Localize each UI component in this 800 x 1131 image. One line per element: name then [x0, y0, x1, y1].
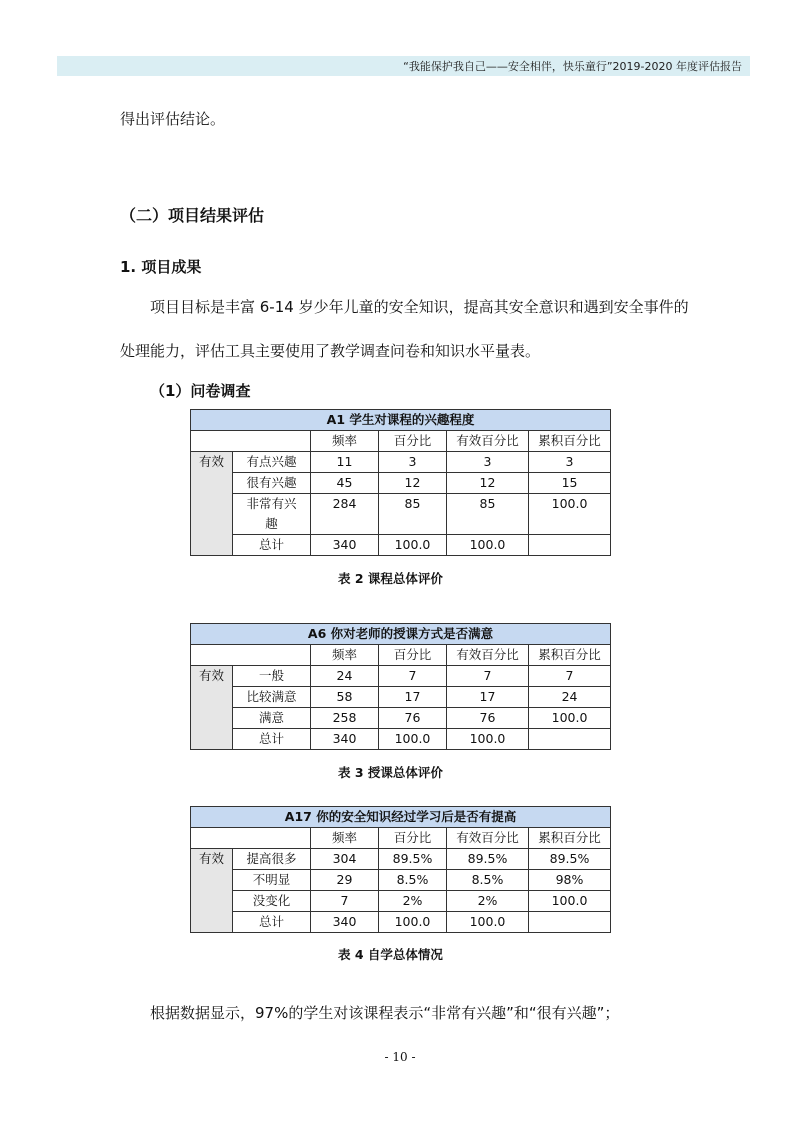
row-group-label: 有效 [191, 452, 233, 556]
table-cell: 89.5% [529, 849, 611, 870]
table-a6 [190, 623, 611, 750]
table-cell: 100.0 [379, 535, 447, 556]
header-title: “我能保护我自己——安全相伴，快乐童行”2019-2020 年度评估报告 [403, 60, 742, 73]
table-cell: 29 [311, 870, 379, 891]
row-label: 有点兴趣 [233, 452, 311, 473]
row-label: 总计 [233, 912, 311, 933]
table-cell: 3 [447, 452, 529, 473]
row-label: 不明显 [233, 870, 311, 891]
header-blank [191, 645, 311, 666]
table-cell: 85 [379, 494, 447, 535]
column-header: 累积百分比 [529, 828, 611, 849]
table-cell: 3 [529, 452, 611, 473]
table-cell: 2% [379, 891, 447, 912]
table-cell: 100.0 [447, 535, 529, 556]
column-header: 有效百分比 [447, 828, 529, 849]
table-cell: 98% [529, 870, 611, 891]
table-cell: 89.5% [379, 849, 447, 870]
table-title: A1 学生对课程的兴趣程度 [191, 410, 611, 431]
column-header: 百分比 [379, 828, 447, 849]
table-cell: 15 [529, 473, 611, 494]
table-cell: 76 [447, 708, 529, 729]
table-caption: 表 2 课程总体评价 [338, 571, 443, 586]
page-number: - 10 - [384, 1050, 416, 1064]
column-header: 百分比 [379, 431, 447, 452]
column-header: 频率 [311, 645, 379, 666]
column-header: 有效百分比 [447, 645, 529, 666]
row-label: 满意 [233, 708, 311, 729]
table-cell [529, 729, 611, 750]
running-header [57, 56, 750, 76]
table-cell: 100.0 [529, 891, 611, 912]
table-a17 [190, 806, 611, 933]
table-cell: 100.0 [447, 729, 529, 750]
table-cell: 24 [529, 687, 611, 708]
header-blank [191, 431, 311, 452]
column-header: 频率 [311, 431, 379, 452]
table-title: A6 你对老师的授课方式是否满意 [191, 624, 611, 645]
row-label: 提高很多 [233, 849, 311, 870]
paragraph-goal-line-2: 处理能力，评估工具主要使用了教学调查问卷和知识水平量表。 [120, 342, 541, 360]
table-cell: 12 [379, 473, 447, 494]
row-label: 总计 [233, 535, 311, 556]
section-heading: （二）项目结果评估 [120, 206, 265, 225]
row-group-label: 有效 [191, 666, 233, 750]
table-cell: 3 [379, 452, 447, 473]
table-a1 [190, 409, 611, 556]
table-cell: 89.5% [447, 849, 529, 870]
column-header: 累积百分比 [529, 431, 611, 452]
table-cell: 11 [311, 452, 379, 473]
column-header: 有效百分比 [447, 431, 529, 452]
table-cell: 17 [379, 687, 447, 708]
table-cell: 76 [379, 708, 447, 729]
table-cell: 100.0 [529, 494, 611, 535]
row-label: 很有兴趣 [233, 473, 311, 494]
table-cell: 284 [311, 494, 379, 535]
table-cell: 7 [447, 666, 529, 687]
table-cell: 7 [529, 666, 611, 687]
paragraph-goal-line-1: 项目目标是丰富 6-14 岁少年儿童的安全知识，提高其安全意识和遇到安全事件的 [150, 298, 689, 316]
table-cell: 45 [311, 473, 379, 494]
survey-heading: （1）问卷调查 [150, 382, 251, 400]
table-cell: 8.5% [379, 870, 447, 891]
table-cell: 340 [311, 912, 379, 933]
column-header: 累积百分比 [529, 645, 611, 666]
table-cell: 304 [311, 849, 379, 870]
table-cell: 24 [311, 666, 379, 687]
row-label: 一般 [233, 666, 311, 687]
table-cell [529, 912, 611, 933]
table-cell: 7 [311, 891, 379, 912]
table-cell: 58 [311, 687, 379, 708]
header-blank [191, 828, 311, 849]
table-cell: 100.0 [379, 912, 447, 933]
paragraph-summary: 根据数据显示，97%的学生对该课程表示“非常有兴趣”和“很有兴趣”； [150, 1004, 620, 1022]
table-cell [529, 535, 611, 556]
table-caption: 表 4 自学总体情况 [338, 947, 443, 962]
table-cell: 100.0 [529, 708, 611, 729]
table-caption: 表 3 授课总体评价 [338, 765, 443, 780]
table-cell: 100.0 [379, 729, 447, 750]
table-cell: 85 [447, 494, 529, 535]
table-cell: 2% [447, 891, 529, 912]
table-cell: 12 [447, 473, 529, 494]
subsection-heading: 1. 项目成果 [120, 258, 202, 276]
row-label: 没变化 [233, 891, 311, 912]
paragraph-conclusion: 得出评估结论。 [120, 110, 226, 128]
row-label: 总计 [233, 729, 311, 750]
table-cell: 340 [311, 729, 379, 750]
table-cell: 7 [379, 666, 447, 687]
table-cell: 100.0 [447, 912, 529, 933]
table-cell: 340 [311, 535, 379, 556]
table-cell: 8.5% [447, 870, 529, 891]
table-title: A17 你的安全知识经过学习后是否有提高 [191, 807, 611, 828]
column-header: 百分比 [379, 645, 447, 666]
column-header: 频率 [311, 828, 379, 849]
row-label: 比较满意 [233, 687, 311, 708]
table-cell: 258 [311, 708, 379, 729]
row-group-label: 有效 [191, 849, 233, 933]
row-label: 非常有兴 趣 [233, 494, 311, 535]
table-cell: 17 [447, 687, 529, 708]
